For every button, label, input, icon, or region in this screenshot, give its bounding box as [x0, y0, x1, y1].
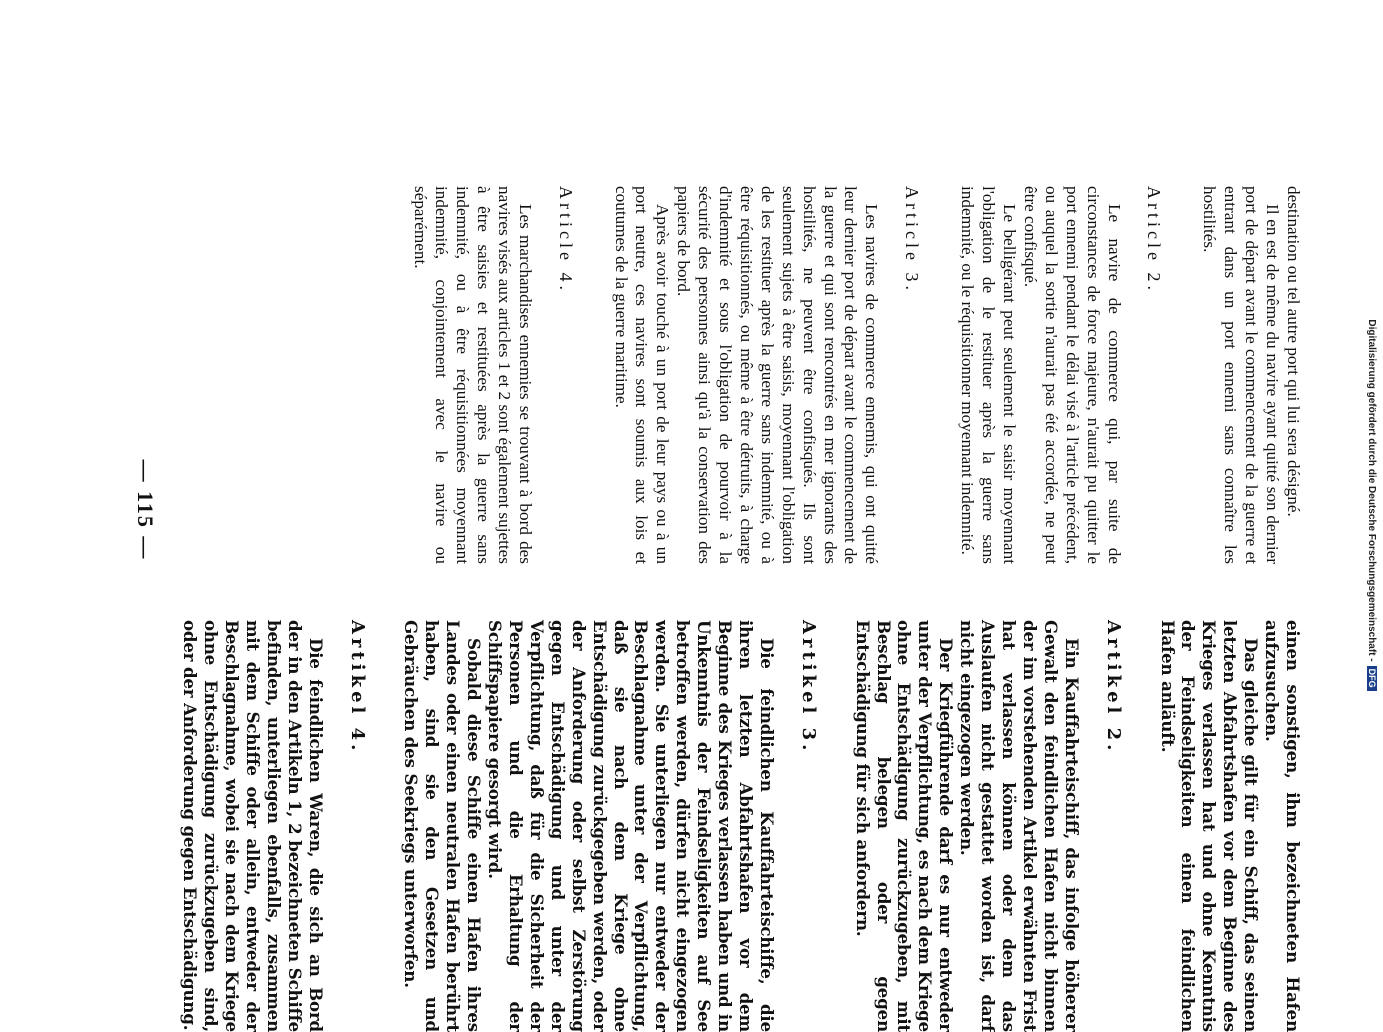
page-number: — 115 — [133, 459, 158, 561]
fr-paragraph: Il en est de même du navire ayant quitté son dernier port de départ avant le commencement de la guerre et entrant dans un port ennemi sans connaître les hostilités. [1200, 186, 1283, 564]
de-article-heading: Artikel 4. [346, 620, 368, 755]
fr-article-heading: Article 4. [555, 186, 576, 294]
de-article-heading: Artikel 2. [1102, 620, 1124, 755]
fr-article-heading: Article 3. [902, 186, 923, 294]
fr-article-heading: Article 2. [1144, 186, 1165, 294]
de-paragraph: Ein Kauffahrteischiff, das infolge höherer Gewalt den feindlichen Hafen nicht binnen der im vorstehenden Artikel erwähnten Frist hat verlassen können oder dem das Auslaufen nicht gestattet worden ist, darf nicht eingezogen werden. [957, 620, 1082, 1032]
fr-paragraph: Les navires de commerce ennemis, qui ont quitté leur dernier port de départ avant le commencement de la guerre et qui sont rencontrés en mer ignorants des hostilités, ne peuvent être confisqués. Ils sont seulement sujets à être saisis, moyennant l'obligation de les restituer après la guerre sans indemnité, ou à être réquisitionnés, ou même à être détruits, à charge d'indemnité et sous l'obligation de pourvoir à la sécurité des personnes ainsi qu'à la conservation des papiers de bord. [674, 186, 882, 564]
french-column [409, 186, 1303, 564]
de-paragraph: einen sonstigen, ihm bezeichneten Hafen aufzusuchen. [1262, 620, 1303, 1032]
de-paragraph: Die feindlichen Kauffahrteischiffe, die ihren letzten Abfahrtshafen vor dem Beginne des Krieges verlassen haben und in Unkenntnis der Feindseligkeiten auf See betroffen werden, dürfen nicht eingezogen werden. Sie unterliegen nur entweder der Beschlagnahme unter der Verpflichtung, daß sie nach dem Kriege ohne Entschädigung zurückgegeben werden, oder der Anforderung oder selbst Zerstörung gegen Entschädigung und unter der Verpflichtung, daß für die Sicherheit der Personen und die Erhaltung der Schiffspapiere gesorgt wird. [485, 620, 777, 1032]
de-paragraph: Das gleiche gilt für ein Schiff, das seinen letzten Abfahrtshafen vor dem Beginne des Krieges verlassen hat und ohne Kenntnis der Feindseligkeiten einen feindlichen Hafen anläuft. [1157, 620, 1262, 1032]
fr-paragraph: Le navire de commerce qui, par suite de circonstances de force majeure, n'aurait pu quitter le port ennemi pendant le délai visé à l'article précédent, ou auquel la sortie n'aurait pas été accordée, ne peut être confisqué. [1020, 186, 1124, 564]
de-paragraph: Sobald diese Schiffe einen Hafen ihres Landes oder einen neutralen Hafen berührt haben, sind sie den Gesetzen und Gebräuchen des Seekriegs unterworfen. [401, 620, 485, 1032]
de-article-heading: Artikel 3. [797, 620, 819, 755]
digitization-credit [1366, 10, 1377, 1000]
dfg-logo: DFG [1367, 666, 1377, 691]
de-paragraph: Der Kriegführende darf es nur entweder unter der Verpflichtung, es nach dem Kriege ohne Entschädigung zurückzugeben, mit Beschlag belegen oder gegen Entschädigung für sich anfordern. [852, 620, 957, 1032]
fr-paragraph: Après avoir touché à un port de leur pays ou à un port neutre, ces navires sont soumis aux lois et coutumes de la guerre maritime. [611, 186, 673, 564]
fr-paragraph: Le belligérant peut seulement le saisir moyennant l'obligation de le restituer après la guerre sans indemnité, ou le réquisitionner moyennant indemnité. [958, 186, 1020, 564]
fr-paragraph: destination ou tel autre port qui lui sera désigné. [1284, 186, 1303, 517]
de-paragraph: Die feindlichen Waren, die sich an Bord der in den Artikeln 1, 2 bezeichneten Schiffe befinden, unterliegen ebenfalls, zusammen mit dem Schiffe oder allein, entweder der Beschlagnahme, wobei sie nach dem Kriege ohne Entschädigung zurückzugeben sind, oder der Anforderung gegen Entschädigung. [180, 620, 326, 1032]
credit-text: Digitalisierung gefördert durch die Deutsche Forschungsgemeinschaft - [1366, 319, 1377, 662]
german-column [179, 620, 1303, 1032]
fr-paragraph: Les marchandises ennemies se trouvant à bord des navires visés aux articles 1 et 2 sont également sujettes à être saisies et restituées après la guerre sans indemnité, ou à être réquisitionnées moyennant indemnité, conjointement avec le navire ou séparément. [411, 186, 535, 564]
